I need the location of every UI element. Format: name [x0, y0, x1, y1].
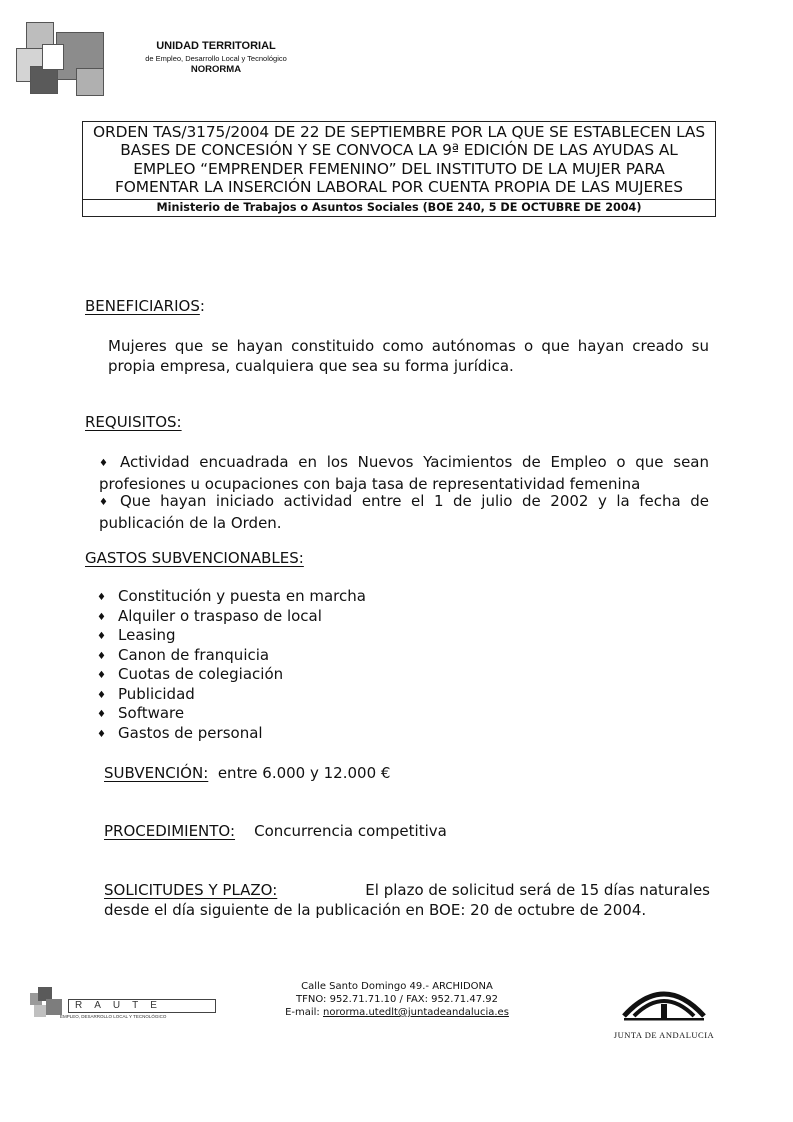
diamond-bullet-icon: ♦ — [97, 650, 106, 662]
requisito-text: Que hayan iniciado actividad entre el 1 de julio de 2002 y la fecha de publicación de la Orden. — [99, 492, 709, 532]
subvencion-value: entre 6.000 y 12.000 € — [217, 764, 391, 782]
beneficiarios-text: Mujeres que se hayan constituido como autónomas o que hayan creado su propia empresa, cualquiera que sea su forma jurídica. — [108, 337, 709, 375]
gasto-label: Leasing — [118, 626, 176, 644]
solicitudes-value-line2: desde el día siguiente de la publicación en BOE: 20 de octubre de 2004. — [104, 901, 647, 919]
email-link[interactable]: nororma.utedlt@juntadeandalucia.es — [323, 1007, 509, 1018]
junta-andalucia-logo — [612, 978, 716, 1046]
org-title: UNIDAD TERRITORIAL — [156, 40, 276, 52]
gastos-list — [97, 587, 366, 743]
org-header — [118, 40, 314, 75]
raute-tagline: EMPLEO, DESARROLLO LOCAL Y TECNOLÓGICO — [60, 1014, 167, 1019]
footer-email-row — [262, 1006, 532, 1019]
footer-address-block — [262, 980, 532, 1019]
diamond-bullet-icon: ♦ — [97, 728, 106, 740]
procedimiento-row — [104, 822, 447, 840]
gastos-heading: GASTOS SUBVENCIONABLES: — [85, 549, 304, 567]
list-item — [97, 646, 366, 666]
requisito-item — [99, 452, 709, 494]
diamond-bullet-icon: ♦ — [97, 689, 106, 701]
raute-wordmark: RAUTE — [68, 999, 216, 1013]
list-item — [97, 626, 366, 646]
list-item — [97, 587, 366, 607]
gasto-label: Software — [118, 704, 185, 722]
diamond-bullet-icon: ♦ — [97, 631, 106, 642]
requisito-item — [99, 491, 709, 533]
subvencion-label: SUBVENCIÓN: — [104, 764, 209, 782]
list-item — [97, 665, 366, 685]
beneficiarios-heading-row — [85, 297, 205, 315]
beneficiarios-heading: BENEFICIARIOS — [85, 297, 200, 315]
junta-wordmark: JUNTA DE ANDALUCIA — [613, 1030, 715, 1040]
document-source: Ministerio de Trabajos o Asuntos Sociales (BOE 240, 5 DE OCTUBRE DE 2004) — [83, 199, 715, 216]
heading-colon: : — [199, 297, 205, 315]
diamond-bullet-icon: ♦ — [99, 497, 108, 508]
gasto-label: Gastos de personal — [118, 723, 263, 742]
email-label: E-mail: — [285, 1007, 320, 1018]
list-item — [97, 724, 366, 744]
diamond-bullet-icon: ♦ — [97, 592, 106, 603]
solicitudes-value-line1: El plazo de solicitud será de 15 días naturales — [365, 881, 710, 899]
requisito-text: Actividad encuadrada en los Nuevos Yacimientos de Empleo o que sean profesiones u ocupaciones con baja tasa de representatividad femenina — [99, 453, 709, 493]
gasto-label: Publicidad — [118, 684, 195, 703]
list-item — [97, 685, 366, 705]
utedlt-logo — [16, 22, 106, 102]
list-item — [97, 607, 366, 627]
diamond-bullet-icon: ♦ — [97, 670, 106, 681]
diamond-bullet-icon: ♦ — [97, 611, 106, 623]
footer-phone: TFNO: 952.71.71.10 / FAX: 952.71.47.92 — [296, 994, 498, 1005]
solicitudes-label: SOLICITUDES Y PLAZO: — [104, 881, 278, 899]
gasto-label: Canon de franquicia — [118, 645, 270, 664]
requisitos-heading: REQUISITOS: — [85, 413, 182, 431]
title-box — [82, 121, 716, 217]
org-subtitle: de Empleo, Desarrollo Local y Tecnológico — [145, 54, 287, 63]
org-name: NORORMA — [190, 64, 242, 75]
document-title: ORDEN TAS/3175/2004 DE 22 DE SEPTIEMBRE POR LA QUE SE ESTABLECEN LAS BASES DE CONCESIÓN Y SE CONVOCA LA 9ª EDICIÓN DE LAS AYUDAS AL EMPLEO “EMPRENDER FEMENINO” DEL INSTITUTO DE LA MUJER PARA FOMENTAR LA INSERCIÓN LABORAL POR CUENTA PROPIA DE LAS MUJERES — [93, 123, 705, 197]
solicitudes-row — [104, 880, 710, 920]
gasto-label: Cuotas de colegiación — [118, 665, 284, 683]
gasto-label: Alquiler o traspaso de local — [118, 606, 322, 625]
procedimiento-label: PROCEDIMIENTO: — [104, 822, 236, 840]
junta-arch-icon — [612, 978, 716, 1028]
raute-logo — [30, 987, 220, 1023]
list-item — [97, 704, 366, 724]
footer-address: Calle Santo Domingo 49.- ARCHIDONA — [301, 981, 493, 992]
procedimiento-value: Concurrencia competitiva — [254, 822, 447, 840]
subvencion-row — [104, 764, 390, 782]
diamond-bullet-icon: ♦ — [97, 709, 106, 720]
diamond-bullet-icon: ♦ — [99, 458, 108, 469]
gasto-label: Constitución y puesta en marcha — [118, 587, 366, 605]
